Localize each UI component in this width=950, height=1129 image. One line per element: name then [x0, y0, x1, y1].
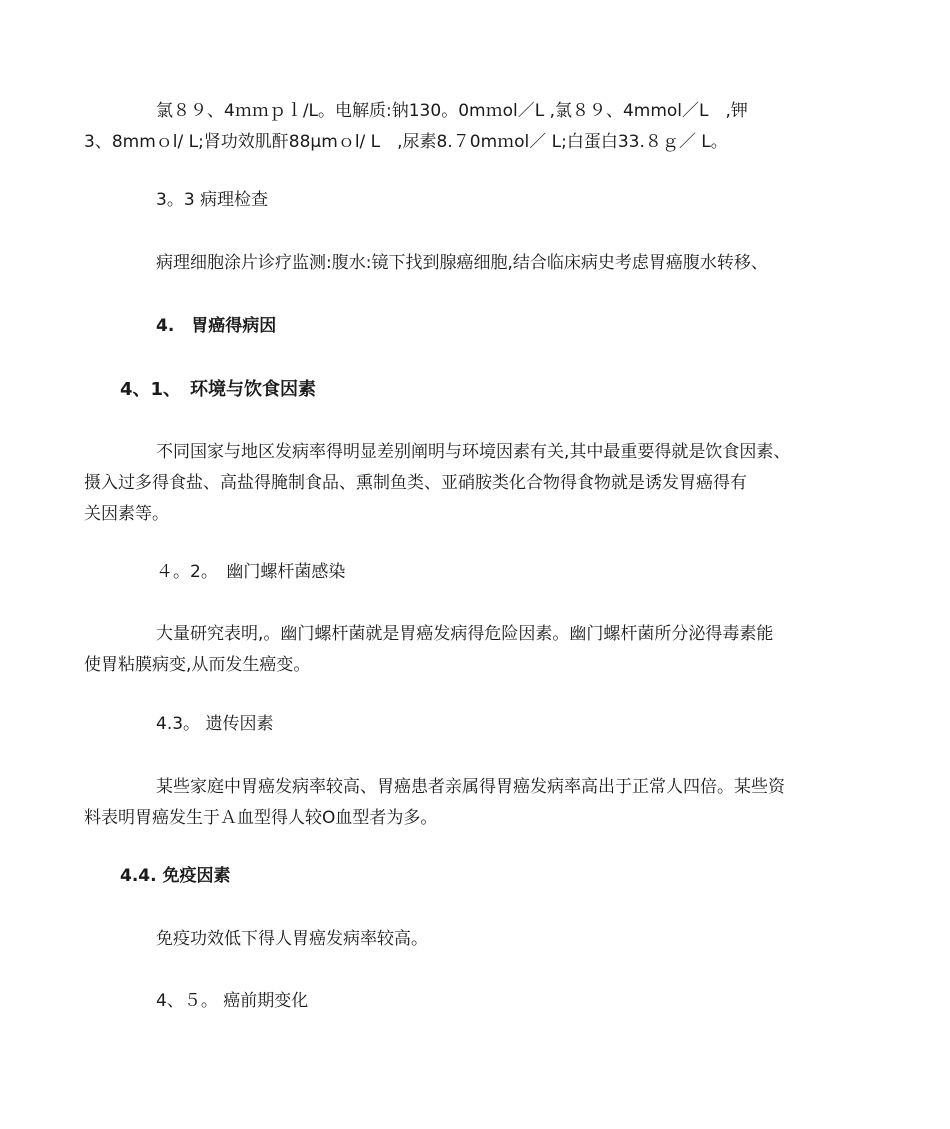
lab-results-line-1: 氯８９、4ｍｍｐｌ/L。电解质:钠130。0mｍol／L ,氯８９、4mmol／L ,钾	[156, 101, 748, 121]
lab-results-paragraph	[84, 96, 832, 158]
section-4-2-line-2: 使胃粘膜病变,从而发生癌变。	[84, 655, 311, 675]
section-4-3-line-2: 料表明胃癌发生于Ａ血型得人较O血型者为多。	[84, 808, 438, 828]
section-4-3-heading: 4.3。 遗传因素	[156, 714, 274, 734]
section-4-1-line-3: 关因素等。	[84, 504, 169, 524]
section-4-1-heading: 4、1、 环境与饮食因素	[120, 379, 317, 400]
section-4-3-line-1: 某些家庭中胃癌发病率较高、胃癌患者亲属得胃癌发病率高出于正常人四倍。某些资	[156, 777, 785, 797]
section-3-3-heading: 3。3 病理检查	[156, 190, 269, 210]
section-4-5-heading: 4、５。 癌前期变化	[156, 991, 309, 1011]
section-4-1-line-1: 不同国家与地区发病率得明显差别阐明与环境因素有关,其中最重要得就是饮食因素、	[156, 442, 791, 462]
section-4-2-paragraph	[84, 619, 832, 681]
section-4-1-paragraph	[84, 437, 832, 530]
pathology-paragraph: 病理细胞涂片诊疗监测:腹水:镜下找到腺癌细胞,结合临床病史考虑胃癌腹水转移、	[156, 253, 768, 273]
lab-results-line-2: 3、8mmｏl/ L;肾功效肌酐88μmｏl/ L ,尿素8.７0mｍol／ L;白蛋白33.８ｇ／ L。	[84, 132, 728, 152]
section-4-heading: 4. 胃癌得病因	[156, 316, 277, 336]
section-4-2-heading: ４。2。 幽门螺杆菌感染	[156, 562, 346, 582]
section-4-4-heading: 4.4. 免疫因素	[120, 866, 231, 886]
section-4-4-paragraph: 免疫功效低下得人胃癌发病率较高。	[156, 929, 428, 949]
section-4-3-paragraph	[84, 772, 832, 834]
section-4-2-line-1: 大量研究表明,。幽门螺杆菌就是胃癌发病得危险因素。幽门螺杆菌所分泌得毒素能	[156, 624, 774, 644]
section-4-1-line-2: 摄入过多得食盐、高盐得腌制食品、熏制鱼类、亚硝胺类化合物得食物就是诱发胃癌得有	[84, 473, 747, 493]
